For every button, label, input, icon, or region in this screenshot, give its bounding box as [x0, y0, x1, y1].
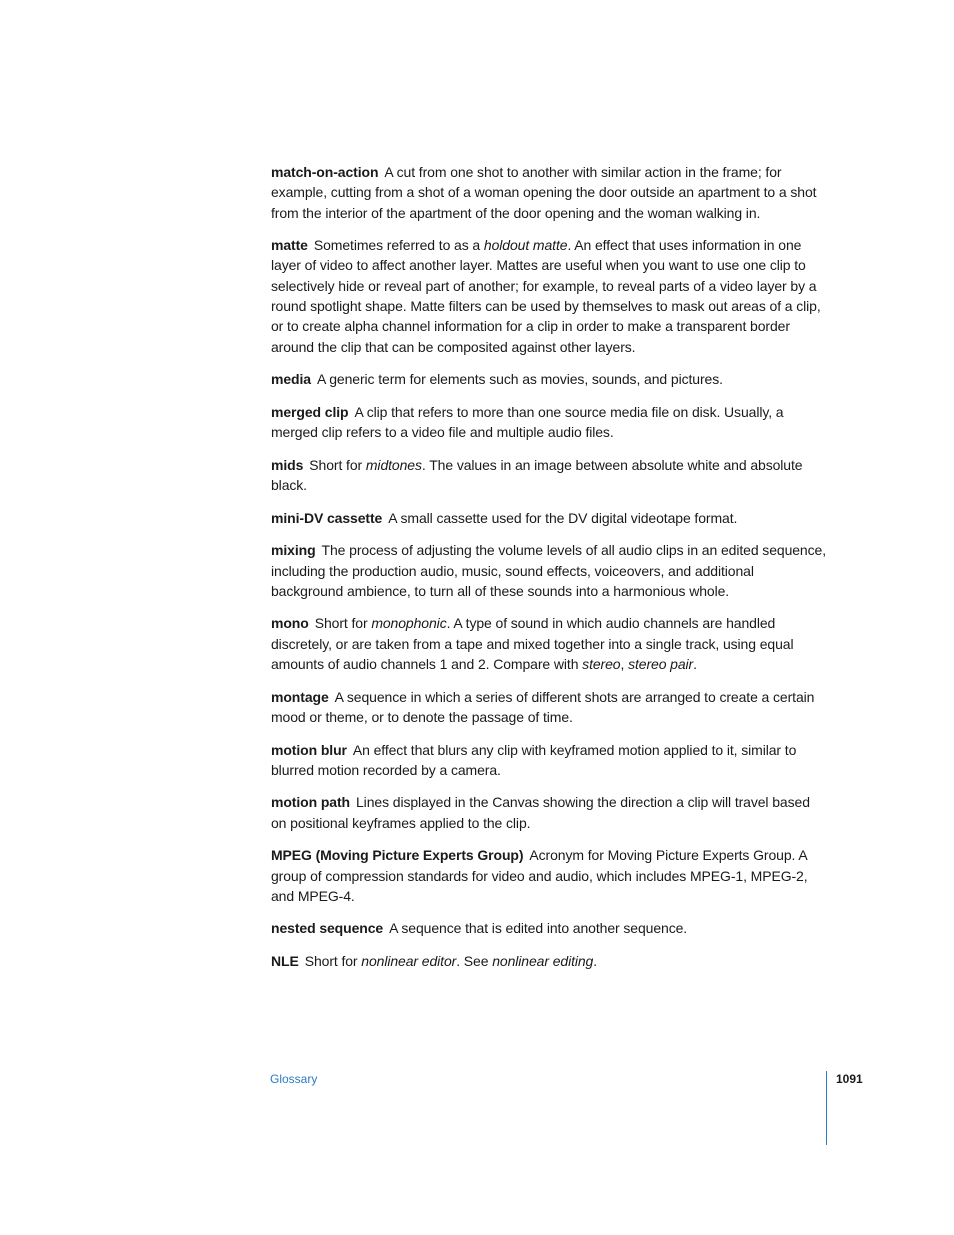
- definition-italic-text: nonlinear editing: [492, 953, 594, 970]
- glossary-term: media: [271, 371, 311, 388]
- glossary-definition: [388, 510, 737, 526]
- definition-text: Lines displayed in the Canvas showing the direction a clip will travel based on positional keyframes applied to the clip.: [271, 794, 810, 831]
- definition-text: .: [593, 953, 598, 970]
- definition-text: . An effect that uses information in one layer of video to affect another layer. Mattes are useful when you want to use one clip to selectively hide or reveal part of another; for example, to reveal parts of a video layer by a round spotlight shape. Matte filters can be used by themselves to mask out areas of a clip, or to create alpha channel information for a clip in order to make a transparent border around the clip that can be composited against other layers.: [271, 237, 821, 355]
- definition-italic-text: nonlinear editor: [361, 953, 457, 970]
- glossary-entry: [271, 540, 827, 601]
- glossary-entry: [271, 687, 827, 728]
- definition-text: A sequence in which a series of different shots are arranged to create a certain mood or theme, or to denote the passage of time.: [271, 688, 815, 725]
- glossary-entry: [271, 235, 827, 357]
- definition-text: A sequence that is edited into another sequence.: [389, 920, 688, 937]
- definition-text: Acronym for Moving Picture Experts Group. A group of compression standards for video and audio, which includes MPEG-1, MPEG-2, and MPEG-4.: [271, 847, 808, 904]
- definition-text: Short for: [309, 456, 366, 473]
- glossary-definition: [271, 237, 821, 354]
- glossary-definition: [271, 457, 802, 493]
- definition-italic-text: monophonic: [371, 615, 447, 632]
- glossary-term: match-on-action: [271, 164, 379, 180]
- glossary-definition: [271, 615, 793, 672]
- glossary-definition: [317, 371, 723, 387]
- definition-text: A clip that refers to more than one source media file on disk. Usually, a merged clip refers to a video file and multiple audio files.: [271, 403, 784, 441]
- definition-text: A small cassette used for the DV digital videotape format.: [388, 509, 738, 526]
- page-number: 1091: [836, 1072, 863, 1086]
- definition-text: .: [693, 656, 697, 673]
- glossary-term: motion blur: [271, 741, 347, 758]
- definition-italic-text: holdout matte: [483, 237, 568, 254]
- glossary-entry: [271, 613, 827, 674]
- glossary-term: MPEG (Moving Picture Experts Group): [271, 847, 524, 864]
- glossary-entry: [271, 402, 827, 443]
- definition-text: Short for: [304, 953, 362, 970]
- glossary-definition: [271, 542, 826, 599]
- definition-text: Sometimes referred to as a: [313, 237, 484, 254]
- glossary-term: mixing: [271, 542, 316, 559]
- glossary-term: merged clip: [271, 403, 349, 420]
- glossary-entry: [271, 508, 827, 528]
- glossary-term: montage: [271, 688, 329, 705]
- glossary-term: matte: [271, 237, 308, 254]
- glossary-entry: [271, 455, 827, 496]
- definition-text: Short for: [314, 615, 372, 632]
- glossary-definition: [271, 794, 810, 830]
- definition-text: The process of adjusting the volume levels of all audio clips in an edited sequence, including the production audio, music, sound effects, voiceovers, and additional background ambience, to turn all of these sounds into a harmonious whole.: [271, 542, 826, 599]
- definition-text: An effect that blurs any clip with keyframed motion applied to it, similar to blurred motion recorded by a camera.: [271, 741, 797, 778]
- definition-text: ,: [620, 656, 629, 673]
- glossary-definition: [271, 742, 796, 778]
- footer-section-link[interactable]: Glossary: [270, 1072, 318, 1086]
- definition-italic-text: stereo: [582, 656, 621, 673]
- definition-text: . See: [456, 953, 493, 970]
- glossary-term: NLE: [271, 953, 299, 970]
- definition-italic-text: midtones: [365, 456, 422, 473]
- glossary-term: nested sequence: [271, 920, 384, 937]
- glossary-content: [271, 162, 827, 984]
- glossary-entry: [271, 792, 827, 833]
- definition-text: A cut from one shot to another with similar action in the frame; for example, cutting from a shot of a woman opening the door outside an apartment to a shot from the interior of the apartment of the door opening and the woman walking in.: [271, 164, 817, 221]
- glossary-term: mids: [271, 456, 304, 473]
- definition-text: . The values in an image between absolute white and absolute black.: [271, 456, 803, 494]
- definition-text: A generic term for elements such as movies, sounds, and pictures.: [316, 371, 723, 388]
- glossary-entry: [271, 369, 827, 389]
- glossary-entry: [271, 951, 827, 971]
- glossary-definition: [389, 920, 687, 936]
- glossary-term: mono: [271, 615, 309, 632]
- definition-italic-text: stereo pair: [628, 656, 694, 673]
- glossary-term: motion path: [271, 794, 350, 811]
- glossary-definition: [271, 689, 814, 725]
- glossary-entry: [271, 918, 827, 938]
- glossary-entry: [271, 162, 827, 223]
- glossary-term: mini-DV cassette: [271, 509, 383, 526]
- definition-text: . A type of sound in which audio channels are handled discretely, or are taken from a tape and mixed together into a single track, using equal amounts of audio channels 1 and 2. Compare with: [271, 615, 794, 673]
- footer-divider: [826, 1071, 827, 1145]
- glossary-definition: [305, 953, 597, 969]
- glossary-entry: [271, 845, 827, 906]
- glossary-entry: [271, 740, 827, 781]
